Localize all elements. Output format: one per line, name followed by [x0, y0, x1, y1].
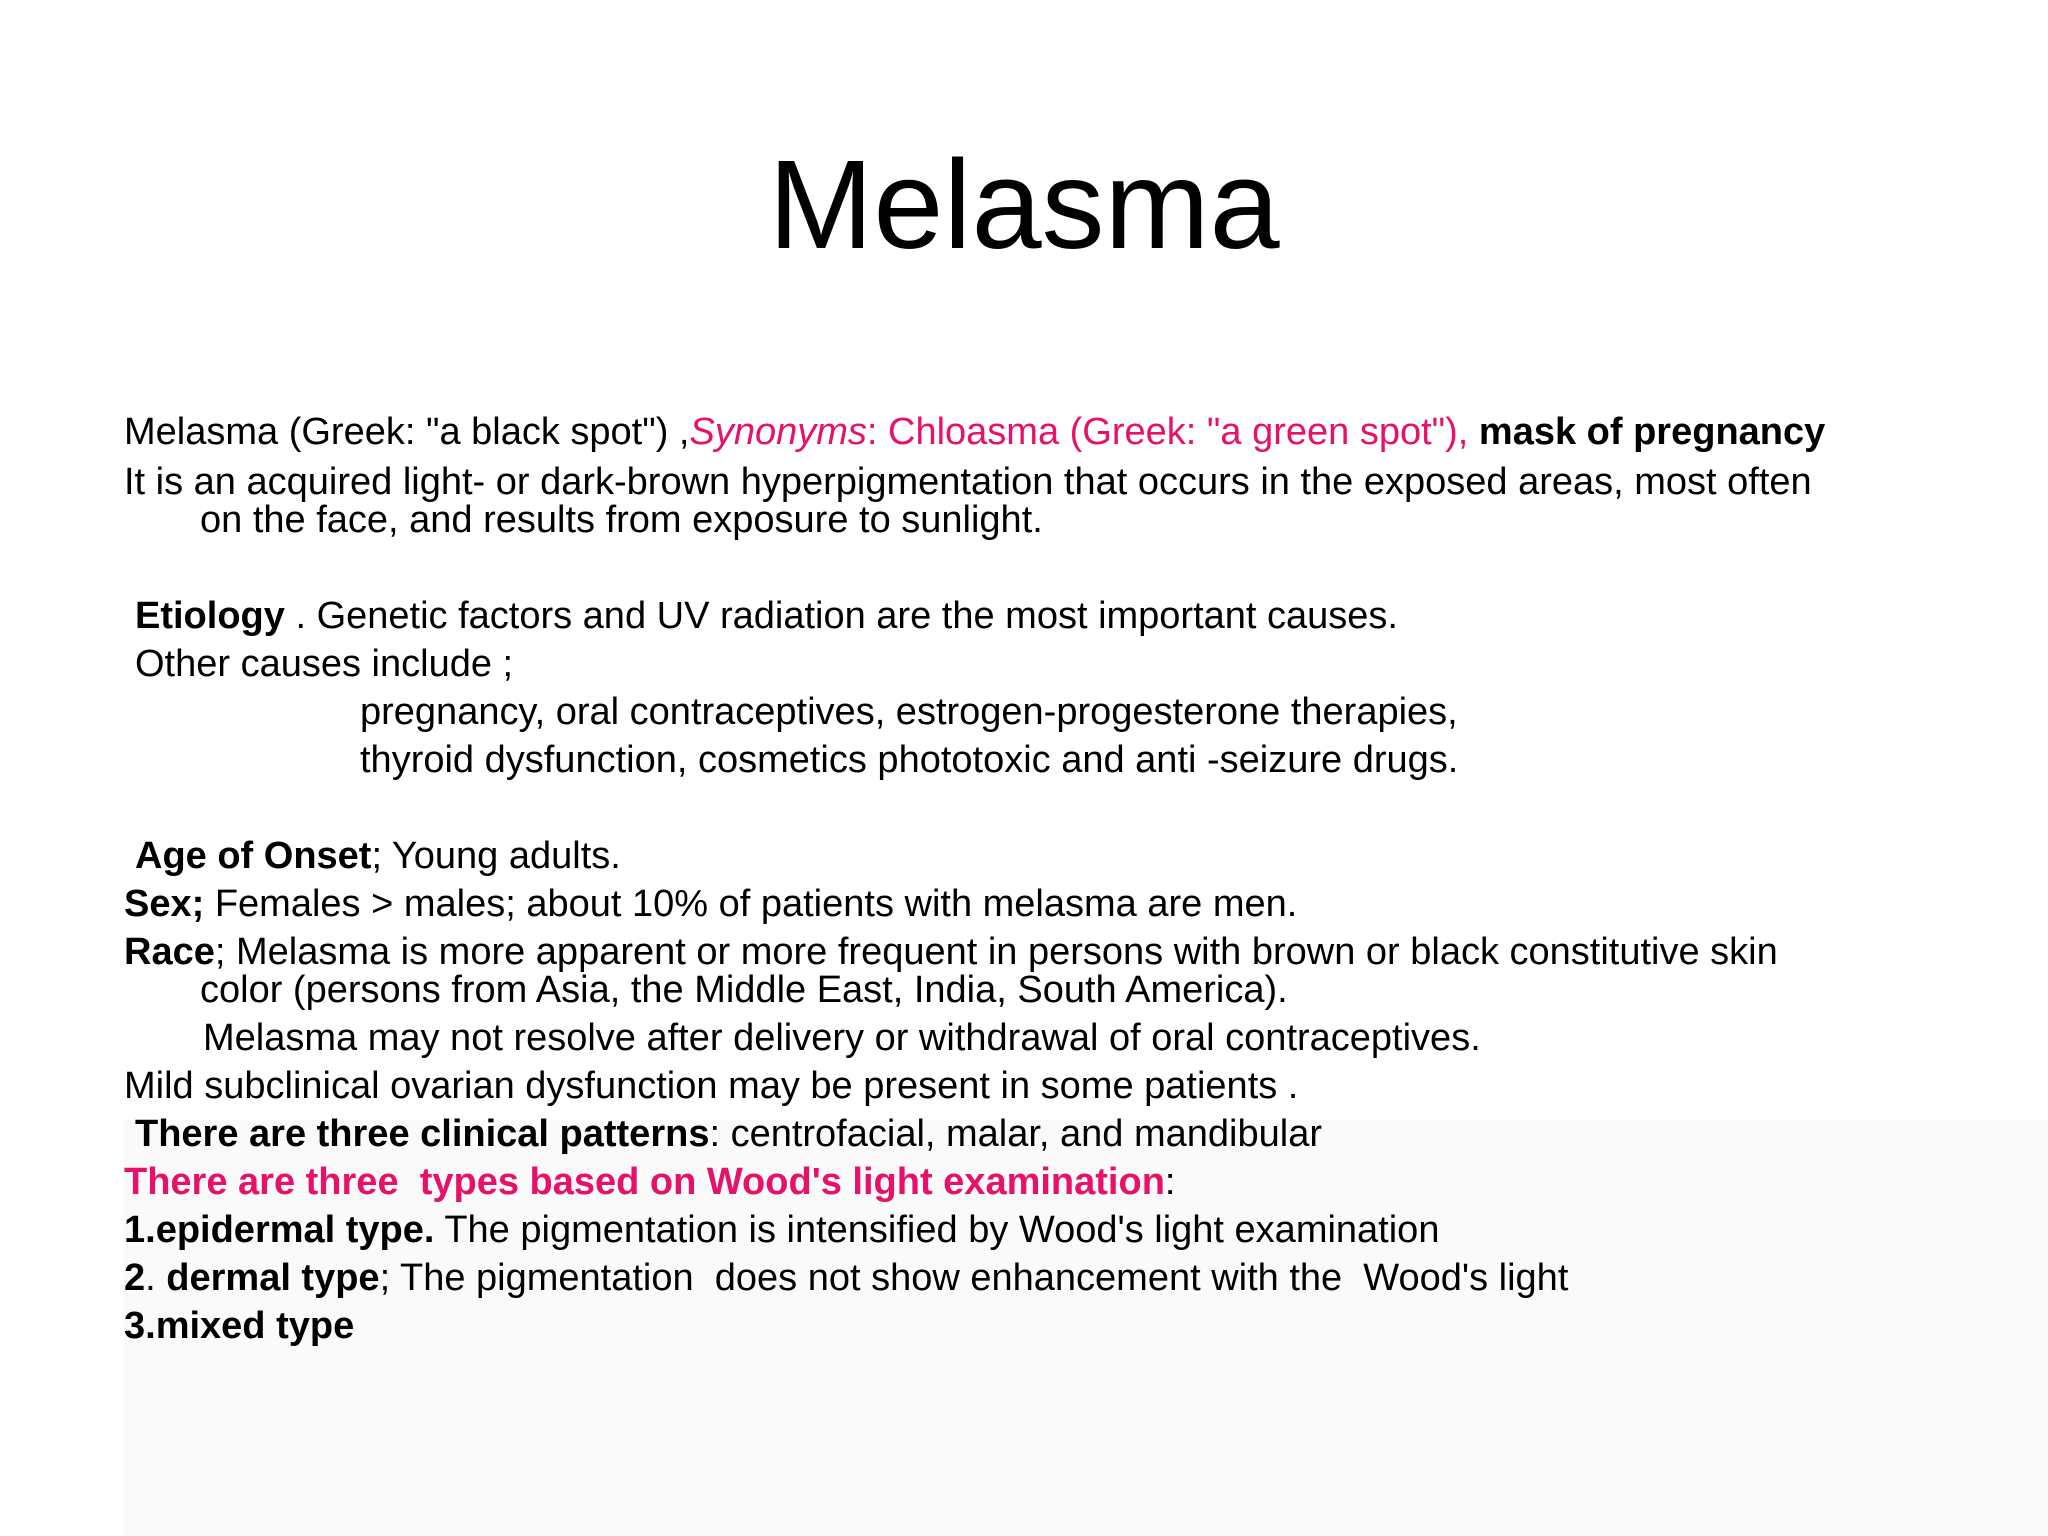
etiology-line: [135, 596, 1398, 636]
type-2-dot: .: [145, 1257, 167, 1299]
sex-text: Females > males; about 10% of patients with melasma are men.: [204, 883, 1298, 925]
type-1-text: The pigmentation is intensified by Wood's light examination: [434, 1209, 1440, 1251]
slide-title: Melasma: [768, 134, 1280, 275]
race-label: Race: [124, 931, 215, 973]
intro-line-3: on the face, and results from exposure to sunlight.: [200, 499, 1043, 541]
etiology-text: . Genetic factors and UV radiation are the most important causes.: [284, 595, 1398, 637]
other-causes-line: Other causes include ;: [135, 643, 514, 685]
causes-line-1: pregnancy, oral contraceptives, estrogen-progesterone therapies,: [360, 691, 1458, 733]
age-of-onset-text: ; Young adults.: [371, 835, 621, 877]
intro-line-1: [124, 412, 1825, 452]
age-of-onset-label: Age of Onset: [135, 835, 372, 877]
mask-of-pregnancy-text: mask of pregnancy: [1478, 411, 1826, 453]
resolve-line: Melasma may not resolve after delivery or withdrawal of oral contraceptives.: [203, 1017, 1481, 1059]
type-2-line: [124, 1258, 1568, 1298]
race-text: ; Melasma is more apparent or more frequent in persons with brown or black constitutive skin: [214, 931, 1778, 973]
ovarian-line: Mild subclinical ovarian dysfunction may be present in some patients .: [124, 1065, 1299, 1107]
age-of-onset-line: [135, 836, 621, 876]
intro-greek-text: Melasma (Greek: "a black spot") ,: [124, 411, 690, 453]
type-2-text: ; The pigmentation does not show enhancement with the Wood's light: [379, 1257, 1569, 1299]
patterns-label: There are three clinical patterns: [135, 1113, 710, 1155]
type-1-line: [124, 1210, 1439, 1250]
sex-label: Sex;: [124, 883, 205, 925]
patterns-line: [135, 1114, 1322, 1154]
intro-line-2: It is an acquired light- or dark-brown hyperpigmentation that occurs in the exposed areas, most often: [124, 461, 1812, 503]
race-line: [124, 932, 1778, 972]
etiology-label: Etiology: [135, 595, 285, 637]
synonyms-label: Synonyms: [689, 411, 867, 453]
causes-line-2: thyroid dysfunction, cosmetics phototoxic and anti -seizure drugs.: [360, 739, 1459, 781]
type-2-label: dermal type: [166, 1257, 380, 1299]
woods-colon: :: [1164, 1161, 1176, 1203]
patterns-text: : centrofacial, malar, and mandibular: [709, 1113, 1322, 1155]
race-line-cont: color (persons from Asia, the Middle East, India, South America).: [200, 969, 1288, 1011]
woods-label: There are three types based on Wood's light examination: [124, 1161, 1165, 1203]
sex-line: [124, 884, 1297, 924]
type-3-line: 3.mixed type: [124, 1305, 355, 1347]
type-1-label: 1.epidermal type.: [124, 1209, 435, 1251]
woods-line: [124, 1162, 1175, 1202]
type-2-number: 2: [124, 1257, 146, 1299]
chloasma-text: : Chloasma (Greek: "a green spot"),: [866, 411, 1479, 453]
